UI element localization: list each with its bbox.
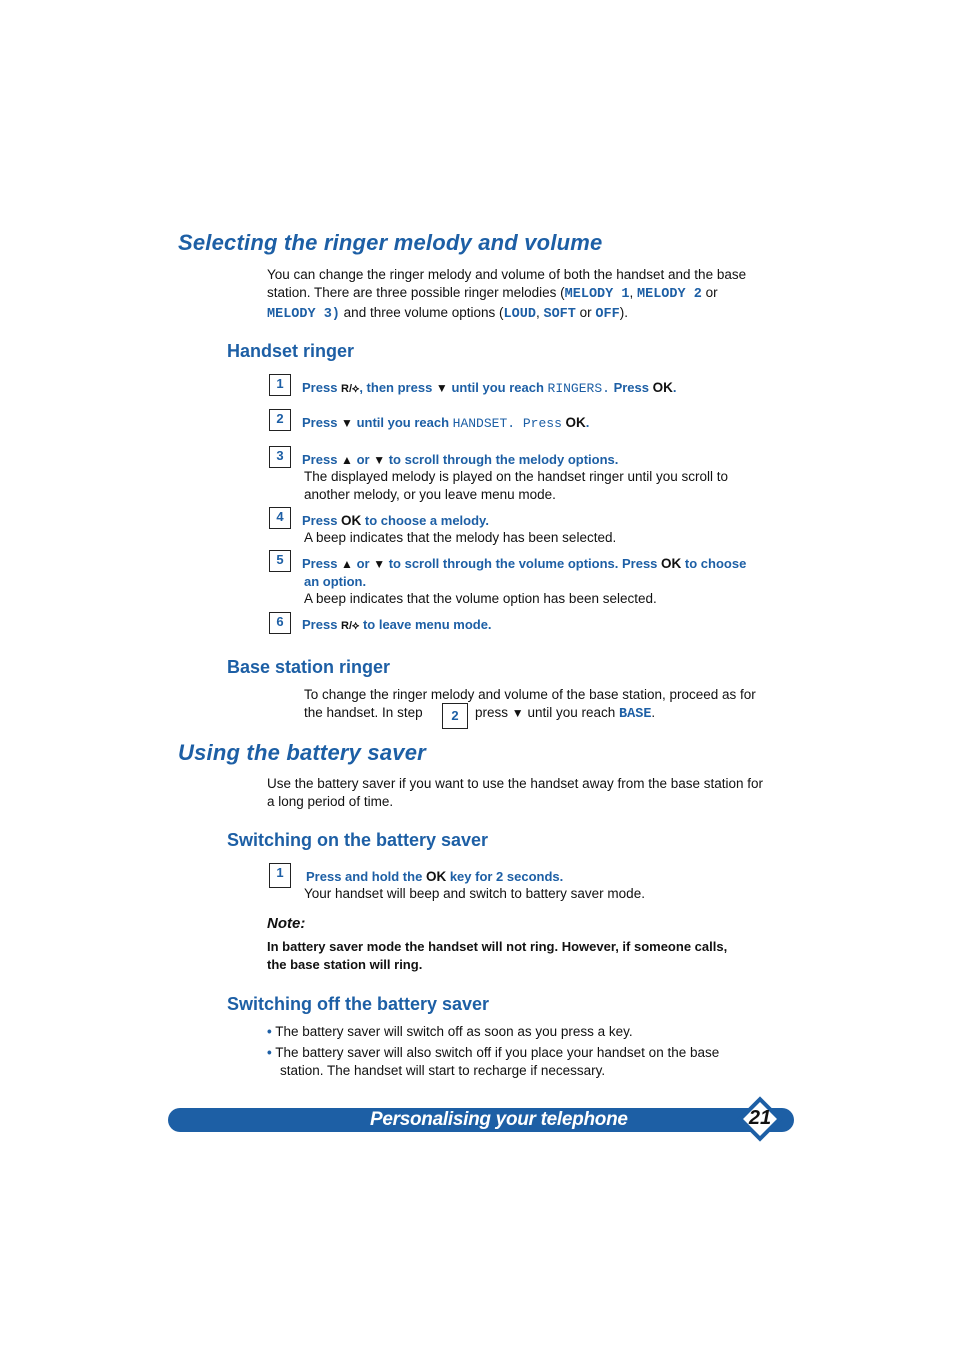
- or-text: or: [701, 285, 718, 300]
- comma: ,: [535, 305, 540, 320]
- base-line-2: [304, 704, 423, 722]
- step-number-6: 6: [269, 612, 291, 634]
- ok-key: OK: [652, 380, 673, 395]
- bullet-text: The battery saver will also switch off if you place your handset on the base: [275, 1045, 720, 1060]
- step-reference-2: 2: [442, 703, 468, 729]
- step-number-1: 1: [269, 863, 291, 888]
- step-5-instruction: [302, 555, 792, 591]
- display-code: BASE: [619, 707, 652, 722]
- instruction-text: Press and hold the: [306, 869, 423, 884]
- base-line-2-rest: [475, 704, 655, 724]
- recall-key-label: R/: [341, 620, 353, 632]
- ok-key: OK: [661, 556, 682, 571]
- volume-off: OFF: [595, 307, 620, 322]
- press-text: Press: [302, 415, 338, 430]
- page-number: 21: [748, 1107, 772, 1129]
- instruction-text: key for 2 seconds.: [449, 869, 564, 884]
- down-arrow-icon: ▼: [341, 416, 353, 430]
- base-text: the handset. In step: [304, 705, 423, 720]
- step-5-line-1: [302, 555, 792, 573]
- step-number-5: 5: [269, 550, 291, 572]
- until-text: until you reach: [527, 705, 616, 720]
- or-text: or: [356, 556, 370, 571]
- press-text: press: [475, 705, 509, 720]
- step-number-4: 4: [269, 507, 291, 529]
- press-text: Press: [302, 617, 338, 632]
- display-code: HANDSET. Press: [452, 416, 562, 431]
- comma: ,: [629, 285, 634, 300]
- press-text: Press: [302, 556, 338, 571]
- ok-key: OK: [425, 869, 447, 884]
- press-text: Press: [302, 380, 338, 395]
- intro-line-1: You can change the ringer melody and volume of both the handset and the base: [267, 267, 747, 282]
- melody-3: MELODY 3): [267, 307, 340, 322]
- step-number-1: 1: [269, 374, 291, 396]
- ok-key: OK: [565, 415, 586, 430]
- switch-on-description: Your handset will beep and switch to battery saver mode.: [304, 886, 645, 901]
- intro-text: station. There are three possible ringer melodies (: [267, 285, 565, 300]
- intro-text-2: and three volume options (: [339, 305, 504, 320]
- volume-loud: LOUD: [503, 307, 536, 322]
- press-text: Press: [302, 513, 338, 528]
- down-arrow-icon: ▼: [511, 706, 524, 720]
- note-title: Note:: [267, 915, 306, 932]
- description-line: another melody, or you leave menu mode.: [304, 487, 556, 502]
- recall-key-label: R/: [341, 383, 353, 395]
- bullet-item-1: [267, 1023, 633, 1041]
- section-title-ringer: Selecting the ringer melody and volume: [178, 230, 603, 255]
- description-line: The displayed melody is played on the handset ringer until you scroll to: [304, 469, 728, 484]
- bullet-text: station. The handset will start to recharge if necessary.: [280, 1063, 606, 1078]
- step-3-instruction: [302, 451, 618, 469]
- step-5-line-2: an option.: [304, 574, 367, 589]
- step-4-instruction: [302, 512, 489, 530]
- bullet-icon: •: [267, 1045, 272, 1060]
- switch-on-instruction: [306, 868, 563, 886]
- intro-line: a long period of time.: [267, 794, 394, 809]
- battery-saver-intro: [267, 775, 763, 811]
- down-arrow-icon: ▼: [435, 381, 448, 395]
- section-title-battery-saver: Using the battery saver: [178, 740, 426, 765]
- footer-title: Personalising your telephone: [370, 1109, 628, 1130]
- bullet-item-2: [267, 1044, 719, 1080]
- intro-line: Use the battery saver if you want to use the handset away from the base station for: [267, 776, 764, 791]
- ok-key: OK: [341, 513, 362, 528]
- note-line: the base station will ring.: [267, 957, 423, 972]
- melody-2: MELODY 2: [637, 287, 702, 302]
- dot: .: [672, 380, 677, 395]
- instruction-text: to leave menu mode.: [362, 617, 492, 632]
- bullet-icon: •: [267, 1024, 272, 1039]
- instruction-text: to choose: [684, 556, 747, 571]
- heading-switching-on: Switching on the battery saver: [227, 830, 489, 850]
- heading-base-station-ringer: Base station ringer: [227, 657, 391, 677]
- note-body: [267, 938, 727, 974]
- or-text: or: [356, 452, 370, 467]
- step-number-3: 3: [269, 446, 291, 468]
- step-4-description: A beep indicates that the melody has been selected.: [304, 530, 617, 545]
- up-arrow-icon: ▲: [341, 453, 353, 467]
- melody-1: MELODY 1: [564, 287, 630, 302]
- step-number-2: 2: [269, 409, 291, 431]
- down-arrow-icon: ▼: [373, 453, 386, 467]
- until-text: until you reach: [451, 380, 544, 395]
- down-arrow-icon: ▼: [373, 557, 386, 571]
- intro-line-3: [267, 304, 787, 324]
- intro-paragraph: [267, 266, 787, 324]
- bullet-text: The battery saver will switch off as soon as you press a key.: [275, 1024, 633, 1039]
- volume-soft: SOFT: [543, 307, 576, 322]
- or-text: or: [575, 305, 596, 320]
- until-text: until you reach: [356, 415, 450, 430]
- intro-line-2: [267, 284, 787, 304]
- step-1-instruction: [302, 379, 677, 398]
- step-3-description: [304, 468, 728, 504]
- step-5-description: A beep indicates that the volume option has been selected.: [304, 591, 657, 606]
- end-text: ).: [619, 305, 628, 320]
- dot: .: [651, 705, 656, 720]
- press-text: Press: [302, 452, 338, 467]
- instruction-text: to scroll through the melody options.: [388, 452, 619, 467]
- recall-key-icon: R/⟡: [341, 383, 360, 395]
- instruction-text: to choose a melody.: [364, 513, 489, 528]
- press-text: Press: [613, 380, 649, 395]
- base-line-1: To change the ringer melody and volume of the base station, proceed as for: [304, 687, 756, 702]
- up-arrow-icon: ▲: [341, 557, 353, 571]
- dot: .: [585, 415, 590, 430]
- display-code: RINGERS.: [547, 381, 610, 396]
- heading-handset-ringer: Handset ringer: [227, 341, 355, 361]
- step-6-instruction: [302, 616, 492, 635]
- step-2-instruction: [302, 414, 589, 433]
- then-text: , then press: [359, 380, 433, 395]
- page-number-badge: [738, 1097, 782, 1141]
- instruction-text: to scroll through the volume options. Press: [388, 556, 658, 571]
- heading-switching-off: Switching off the battery saver: [227, 994, 490, 1014]
- recall-key-icon: R/⟡: [341, 620, 360, 632]
- note-line: In battery saver mode the handset will not ring. However, if someone calls,: [267, 939, 728, 954]
